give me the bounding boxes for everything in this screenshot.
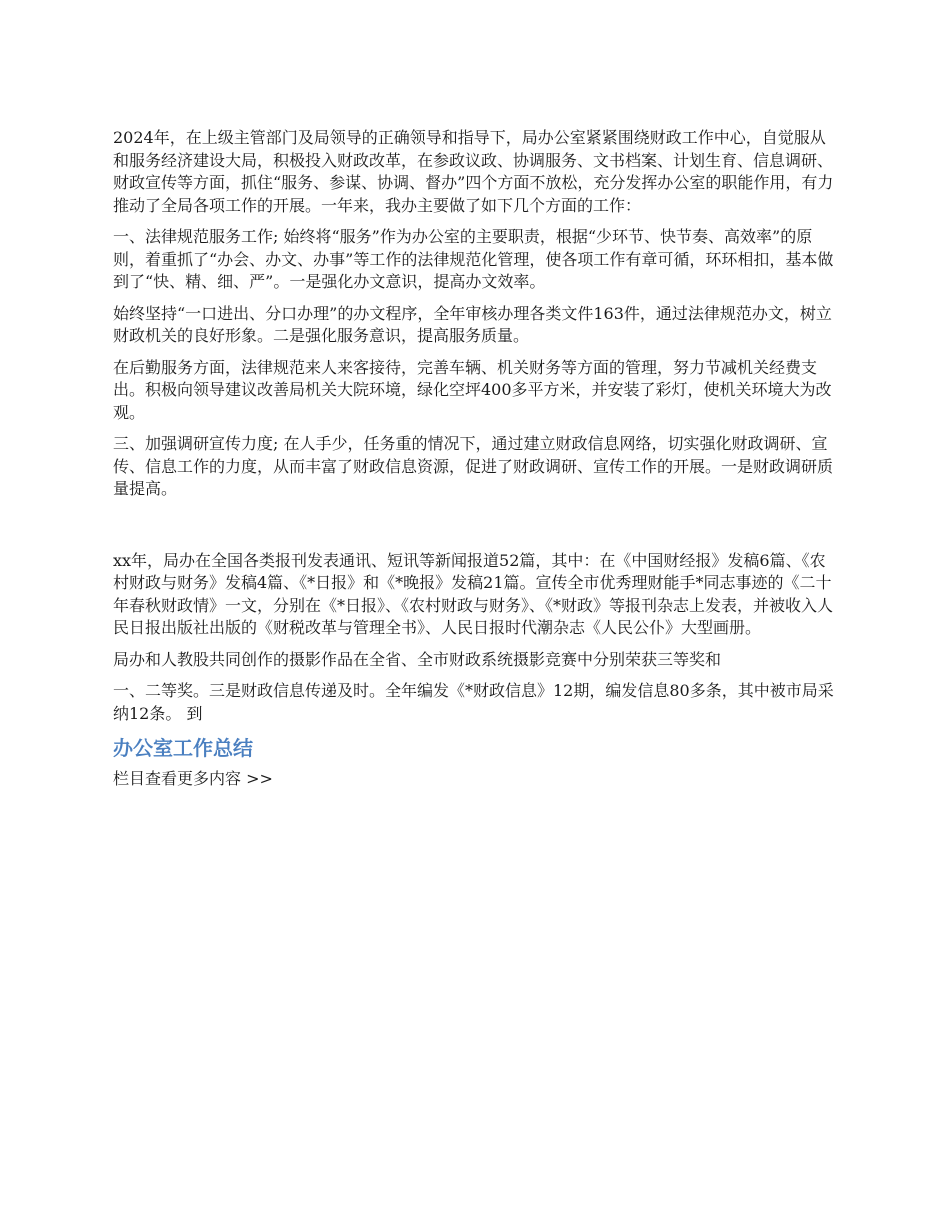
logistics-paragraph: 在后勤服务方面，法律规范来人来客接待，完善车辆、机关财务等方面的管理，努力节减机关经费支出。积极向领导建议改善局机关大院环境，绿化空坪400多平方米，并安装了彩灯，使机关环境大为改观。 [113,357,832,422]
photography-award-paragraph: 局办和人教股共同创作的摄影作品在全省、全市财政系统摄影竞赛中分别荣获三等奖和 [113,649,722,669]
section-title[interactable]: 办公室工作总结 [113,736,253,760]
more-content-link[interactable]: 栏目查看更多内容 >> [113,769,273,788]
paragraph-gap [113,510,840,550]
news-reports-paragraph: xx年，局办在全国各类报刊发表通讯、短讯等新闻报道52篇，其中：在《中国财经报》发稿6篇、《农村财政与财务》发稿4篇、《*日报》和《*晚报》发稿21篇。宣传全市优秀理财能手*同志事迹的《二十年春秋财政情》一文，分别在《*日报》、《农村财政与财务》、《*财政》等报刊杂志上发表，并被收入人民日报出版社出版的《财税改革与管理全书》、人民日报时代潮杂志《人民公仆》大型画册。 [113,550,834,637]
document-handling-paragraph: 始终坚持“一口进出、分口办理”的办文程序，全年审核办理各类文件163件，通过法律规范办文，树立财政机关的良好形象。二是强化服务意识，提高服务质量。 [113,303,832,345]
finance-info-paragraph: 一、二等奖。三是财政信息传递及时。全年编发《*财政信息》12期，编发信息80多条，其中被市局采纳12条。 到 [113,681,834,723]
section-three-paragraph: 三、加强调研宣传力度; 在人手少，任务重的情况下，通过建立财政信息网络，切实强化财政调研、宣传、信息工作的力度，从而丰富了财政信息资源，促进了财政调研、宣传工作的开展。一是财政调研质量提高。 [113,434,834,498]
intro-paragraph: 2024年，在上级主管部门及局领导的正确领导和指导下，局办公室紧紧围绕财政工作中心，自觉服从和服务经济建设大局，积极投入财政改革，在参政议政、协调服务、文书档案、计划生育、信息调研、财政宣传等方面，抓住“服务、参谋、协调、督办”四个方面不放松，充分发挥办公室的职能作用，有力推动了全局各项工作的开展。一年来，我办主要做了如下几个方面的工作： [113,128,834,215]
section-one-paragraph: 一、法律规范服务工作; 始终将“服务”作为办公室的主要职责，根据“少环节、快节奏、高效率”的原则，着重抓了“办会、办文、办事”等工作的法律规范化管理，使各项工作有章可循，环环相扣，基本做到了“快、精、细、严”。一是强化办文意识，提高办文效率。 [113,227,834,291]
document-page [113,127,840,791]
